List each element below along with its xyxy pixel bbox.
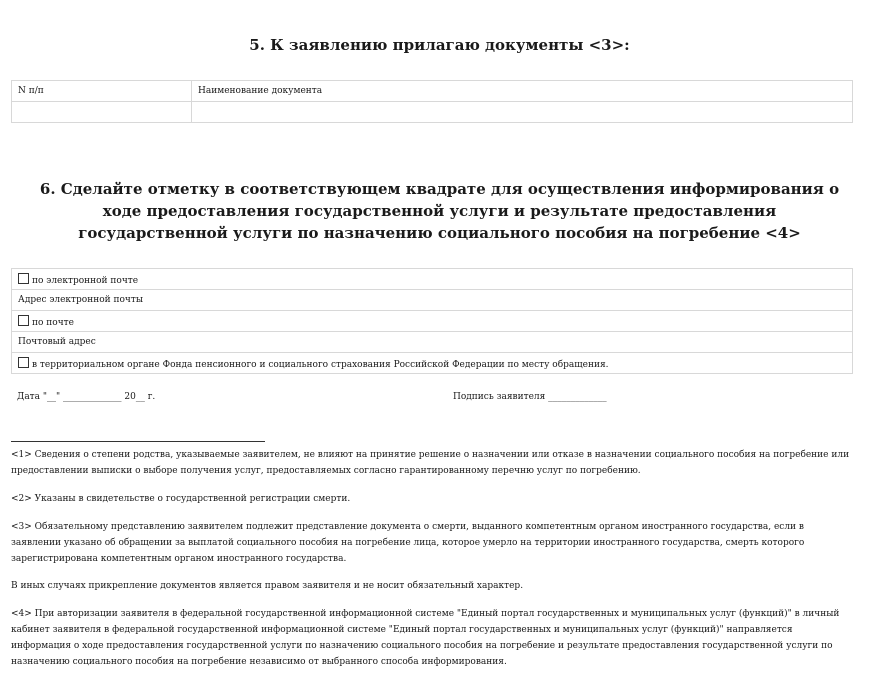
postal-address-row	[12, 332, 853, 353]
signature-field[interactable]: Подпись заявителя _____________	[453, 392, 607, 402]
post-checkbox[interactable]	[18, 315, 29, 326]
footnote-3: <3> Обязательному представлению заявителем подлежит представление документа о смерти, выданного компетентным органом иностранного государства, если в заявлении указано об обращении за выплатой социального пособия на погребение лица, которое умерло на территории иностранного государства, смерть которого зарегистрирована компетентным органом иностранного государства.	[11, 522, 805, 564]
footnote-3-note: В иных случаях прикрепление документов является правом заявителя и не носит обязательный характер.	[11, 581, 524, 591]
email-option-label: по электронной почте	[32, 275, 139, 286]
footnote-separator	[11, 441, 265, 442]
table-cell[interactable]	[192, 102, 853, 123]
footnote-2: <2> Указаны в свидетельстве о государственной регистрации смерти.	[11, 494, 351, 504]
office-option-label: в территориальном органе Фонда пенсионного и социального страхования Российской Федерации по месту обращения.	[32, 359, 609, 370]
section-5-title: 5. К заявлению прилагаю документы <3>:	[249, 36, 630, 54]
section-6-title: 6. Сделайте отметку в соответствующем квадрате для осуществления информирования о ходе предоставления государственной услуги и результате предоставления государственной услуги по назначению социального пособия на погребение <4>	[39, 180, 840, 242]
notification-options-table	[11, 268, 853, 374]
date-field[interactable]: Дата "__" _____________ 20__ г.	[17, 392, 156, 402]
postal-address-label: Почтовый адрес	[18, 337, 96, 347]
documents-table	[11, 80, 853, 123]
table-header-row	[12, 81, 853, 102]
option-row-email	[12, 269, 853, 290]
office-checkbox[interactable]	[18, 357, 29, 368]
email-address-row	[12, 290, 853, 311]
col-number-header: N п/п	[12, 81, 192, 102]
email-checkbox[interactable]	[18, 273, 29, 284]
post-option-label: по почте	[32, 317, 74, 328]
col-document-name-header: Наименование документа	[192, 81, 853, 102]
footnote-4: <4> При авторизации заявителя в федеральной государственной информационной системе "Единый портал государственных и муниципальных услуг (функций)" в личный кабинет заявителя в федеральной государственной информационной системе "Единый портал государственных и муниципальных услуг (функций)" направляется информация о ходе предоставления государственной услуги по назначению социального пособия на погребение и результате предоставления государственной услуги по назначению социального пособия на погребение независимо от выбранного способа информирования.	[11, 609, 840, 667]
email-address-label: Адрес электронной почты	[18, 295, 143, 305]
table-row	[12, 102, 853, 123]
footnote-1: <1> Сведения о степени родства, указываемые заявителем, не влияют на принятие решение о назначении или отказе в назначении социального пособия на погребение или предоставлении выписки о выборе получения услуг, предоставляемых согласно гарантированному перечню услуг по погребению.	[11, 450, 850, 476]
table-cell[interactable]	[12, 102, 192, 123]
option-row-office	[12, 353, 853, 374]
option-row-post	[12, 311, 853, 332]
